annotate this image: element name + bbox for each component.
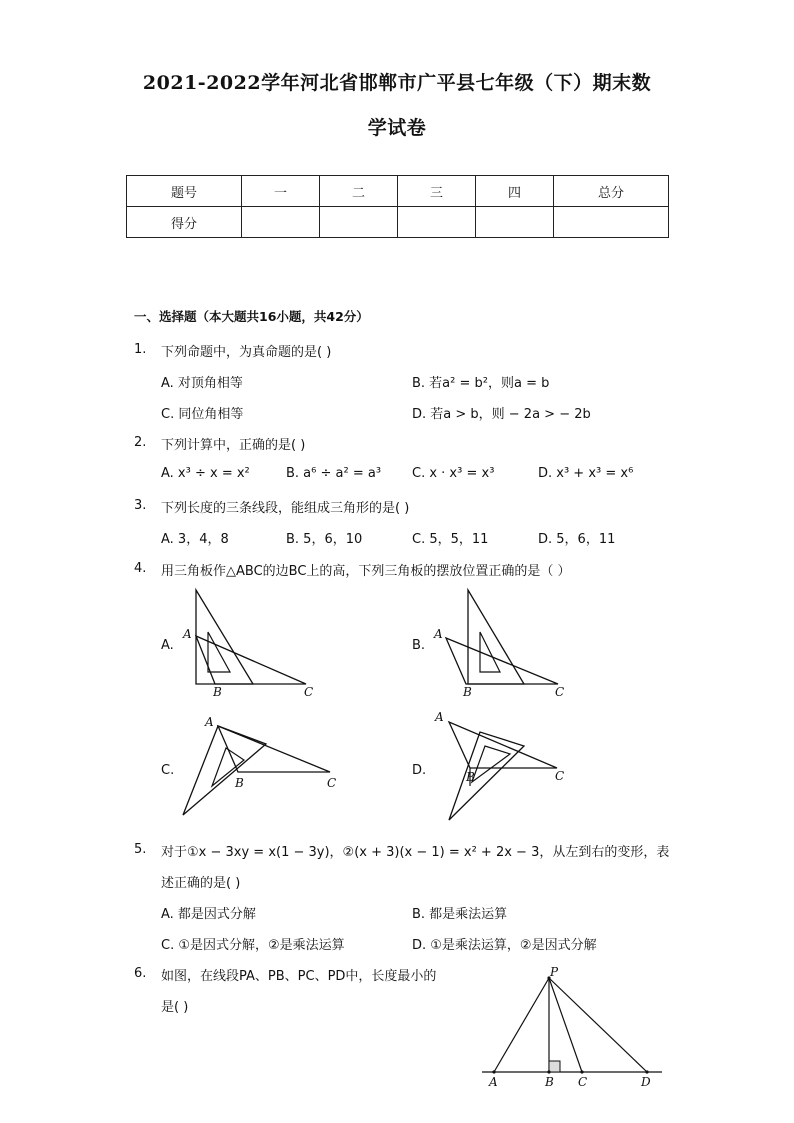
option-b[interactable]: B. 若a² = b²，则a = b <box>412 376 550 391</box>
figure-4d <box>430 708 580 823</box>
section-heading: 一、选择题（本大题共16小题，共42分） <box>134 309 369 324</box>
question-number: 4. <box>134 561 147 576</box>
option-c[interactable]: C. 同位角相等 <box>161 407 244 422</box>
question-stem: 下列命题中，为真命题的是( ) <box>161 345 332 360</box>
option-a[interactable]: A. x³ ÷ x = x² <box>161 466 250 481</box>
option-b[interactable]: B. a⁶ ÷ a² = a³ <box>286 466 382 481</box>
option-c[interactable]: C. <box>161 763 175 778</box>
figure-6 <box>478 966 668 1091</box>
option-d[interactable]: D. ①是乘法运算，②是因式分解 <box>412 938 597 953</box>
score-cell[interactable] <box>476 207 554 238</box>
score-cell: 得分 <box>127 207 242 238</box>
question-stem: 如图，在线段PA、PB、PC、PD中，长度最小的 <box>161 969 437 984</box>
question-stem-continued: 是( ) <box>161 1000 189 1015</box>
score-cell: 二 <box>320 176 398 207</box>
vertex-label: B <box>463 685 472 699</box>
score-cell[interactable] <box>320 207 398 238</box>
figure-4a <box>175 586 315 701</box>
option-a[interactable]: A. 对顶角相等 <box>161 376 243 391</box>
question-stem-continued: 述正确的是( ) <box>161 876 241 891</box>
question-number: 2. <box>134 435 147 450</box>
option-c[interactable]: C. ①是因式分解，②是乘法运算 <box>161 938 345 953</box>
score-cell: 总分 <box>554 176 669 207</box>
question-stem: 对于①x − 3xy = x(1 − 3y)，②(x + 3)(x − 1) = x² + 2x − 3，从左到右的变形，表 <box>161 845 670 860</box>
score-cell[interactable] <box>242 207 320 238</box>
question-stem: 用三角板作△ABC的边BC上的高，下列三角板的摆放位置正确的是（ ） <box>161 564 571 579</box>
option-a[interactable]: A. 3，4，8 <box>161 532 229 547</box>
option-d[interactable]: D. 5，6，11 <box>538 532 616 547</box>
option-d[interactable]: D. <box>412 763 427 778</box>
vertex-label: B <box>235 776 244 790</box>
exam-title-line2: 学试卷 <box>367 117 427 139</box>
question-number: 3. <box>134 498 147 513</box>
option-d[interactable]: D. x³ + x³ = x⁶ <box>538 466 634 481</box>
score-table-header-row <box>127 176 669 207</box>
score-cell[interactable] <box>554 207 669 238</box>
option-c[interactable]: C. 5，5，11 <box>412 532 489 547</box>
vertex-label: B <box>213 685 222 699</box>
option-b[interactable]: B. <box>412 638 426 653</box>
question-stem: 下列长度的三条线段，能组成三角形的是( ) <box>161 501 410 516</box>
exam-title-line1: 2021-2022学年河北省邯郸市广平县七年级（下）期末数 <box>142 72 652 94</box>
vertex-label: A <box>434 627 443 641</box>
vertex-label: A <box>435 710 444 724</box>
vertex-label: B <box>466 770 475 784</box>
option-c[interactable]: C. x · x³ = x³ <box>412 466 495 481</box>
score-cell: 一 <box>242 176 320 207</box>
option-b[interactable]: B. 5，6，10 <box>286 532 363 547</box>
score-cell[interactable] <box>398 207 476 238</box>
score-cell: 三 <box>398 176 476 207</box>
figure-4c <box>178 712 338 822</box>
option-a[interactable]: A. 都是因式分解 <box>161 907 256 922</box>
vertex-label: A <box>205 715 214 729</box>
score-cell: 题号 <box>127 176 242 207</box>
score-table <box>126 175 669 238</box>
vertex-label: C <box>304 685 314 699</box>
point-label: A <box>489 1075 498 1089</box>
question-stem: 下列计算中，正确的是( ) <box>161 438 306 453</box>
point-label: C <box>578 1075 588 1089</box>
vertex-label: C <box>555 685 565 699</box>
score-cell: 四 <box>476 176 554 207</box>
question-number: 5. <box>134 842 147 857</box>
vertex-label: C <box>327 776 337 790</box>
option-b[interactable]: B. 都是乘法运算 <box>412 907 508 922</box>
vertex-label: A <box>183 627 192 641</box>
question-number: 6. <box>134 966 147 981</box>
score-table-score-row <box>127 207 669 238</box>
figure-4b <box>430 586 570 701</box>
point-label: B <box>545 1075 554 1089</box>
point-label: P <box>550 965 559 979</box>
vertex-label: C <box>555 769 565 783</box>
question-number: 1. <box>134 342 147 357</box>
point-label: D <box>641 1075 651 1089</box>
option-a[interactable]: A. <box>161 638 174 653</box>
option-d[interactable]: D. 若a > b，则 − 2a > − 2b <box>412 407 591 422</box>
